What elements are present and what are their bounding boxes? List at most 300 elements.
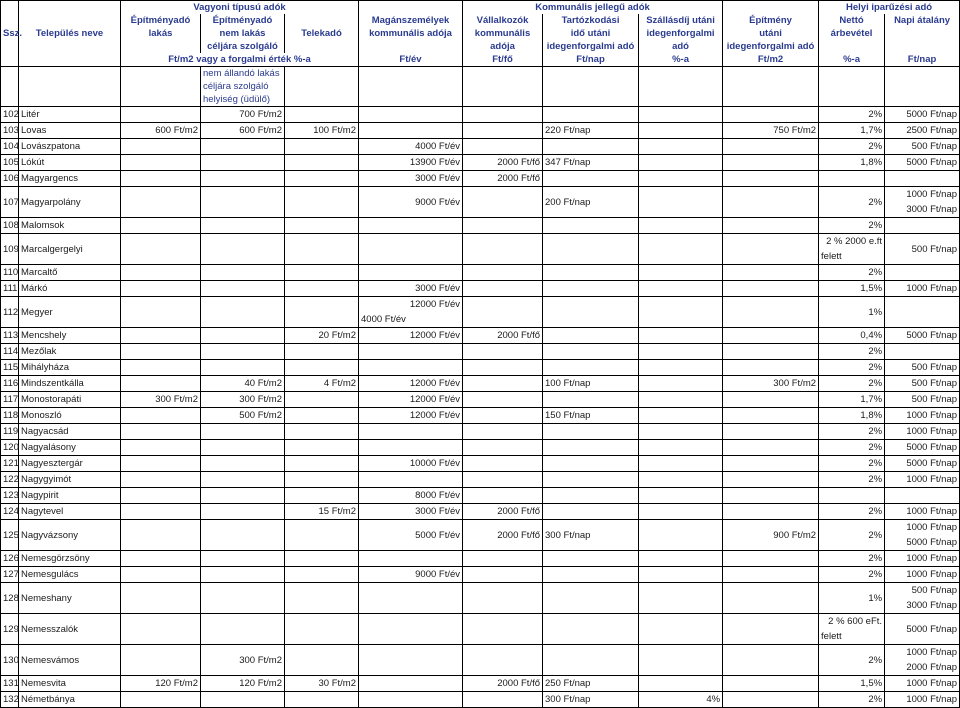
cell-napi[interactable] [885,234,960,265]
row-number[interactable]: 127 [1,567,19,583]
cell-epit-nemlakas[interactable]: 500 Ft/m2 [201,408,285,424]
cell-napi[interactable] [885,107,960,123]
cell-telek[interactable] [285,344,359,360]
cell-telek[interactable]: 4 Ft/m2 [285,376,359,392]
cell-epit-lakas[interactable] [121,504,201,520]
settlement-name[interactable]: Mindszentkálla [19,376,121,392]
settlement-name[interactable]: Nagyalásony [19,440,121,456]
cell-napi[interactable] [885,281,960,297]
row-number[interactable]: 118 [1,408,19,424]
cell-netto[interactable]: 1,8% [819,408,885,424]
row-number[interactable]: 131 [1,676,19,692]
cell-tart[interactable] [543,234,639,265]
row-number[interactable]: 108 [1,218,19,234]
cell-napi[interactable] [885,676,960,692]
cell-magan[interactable] [359,297,463,328]
cell-magan[interactable]: 12000 Ft/év [359,392,463,408]
row-number[interactable]: 125 [1,520,19,551]
row-number[interactable]: 115 [1,360,19,376]
row-number[interactable]: 104 [1,139,19,155]
cell-telek[interactable] [285,424,359,440]
cell-epit-nemlakas[interactable] [201,692,285,708]
cell-epit-nemlakas[interactable] [201,440,285,456]
cell-epit-nemlakas[interactable] [201,504,285,520]
cell-magan[interactable]: 3000 Ft/év [359,281,463,297]
cell-netto[interactable]: 2% [819,567,885,583]
cell-netto[interactable]: 2% [819,376,885,392]
cell-epit-lakas[interactable] [121,472,201,488]
cell-szall[interactable] [639,567,723,583]
cell-vall[interactable] [463,107,543,123]
cell-netto[interactable]: 2% [819,645,885,676]
cell-tart[interactable] [543,504,639,520]
cell-telek[interactable] [285,440,359,456]
cell-napi[interactable] [885,645,960,676]
settlement-name[interactable]: Nagyvázsony [19,520,121,551]
settlement-name[interactable]: Nagygyimót [19,472,121,488]
cell-napi[interactable] [885,614,960,645]
cell-epitmeny[interactable]: 750 Ft/m2 [723,123,819,139]
row-number[interactable]: 110 [1,265,19,281]
row-number[interactable]: 122 [1,472,19,488]
cell-magan[interactable]: 10000 Ft/év [359,456,463,472]
cell-magan[interactable]: 9000 Ft/év [359,187,463,218]
row-number[interactable]: 112 [1,297,19,328]
cell-epit-lakas[interactable] [121,328,201,344]
cell-szall[interactable] [639,504,723,520]
cell-telek[interactable] [285,488,359,504]
cell-szall[interactable] [639,551,723,567]
settlement-name[interactable]: Lovas [19,123,121,139]
cell-epit-lakas[interactable] [121,456,201,472]
cell-szall[interactable] [639,408,723,424]
row-number[interactable]: 132 [1,692,19,708]
cell-netto[interactable]: 2% [819,107,885,123]
cell-telek[interactable] [285,297,359,328]
cell-epit-nemlakas[interactable] [201,171,285,187]
cell-szall[interactable] [639,234,723,265]
cell-netto[interactable]: 1% [819,297,885,328]
cell-magan[interactable]: 12000 Ft/év [359,376,463,392]
cell-epitmeny[interactable] [723,614,819,645]
cell-epit-nemlakas[interactable] [201,567,285,583]
cell-vall[interactable] [463,408,543,424]
cell-epitmeny[interactable] [723,107,819,123]
cell-magan[interactable]: 13900 Ft/év [359,155,463,171]
cell-epitmeny[interactable] [723,583,819,614]
cell-epitmeny[interactable] [723,187,819,218]
cell-netto[interactable]: 2% [819,344,885,360]
cell-epitmeny[interactable] [723,567,819,583]
cell-vall[interactable] [463,344,543,360]
cell-netto[interactable]: 2% [819,472,885,488]
cell-epit-nemlakas[interactable] [201,488,285,504]
cell-magan[interactable] [359,440,463,456]
cell-vall[interactable]: 2000 Ft/fő [463,676,543,692]
cell-netto[interactable]: 2% [819,360,885,376]
cell-szall[interactable] [639,360,723,376]
cell-epit-nemlakas[interactable] [201,456,285,472]
cell-vall[interactable]: 2000 Ft/fő [463,504,543,520]
cell-epit-lakas[interactable] [121,360,201,376]
settlement-name[interactable]: Magyargencs [19,171,121,187]
cell-telek[interactable] [285,520,359,551]
cell-telek[interactable]: 20 Ft/m2 [285,328,359,344]
cell-tart[interactable] [543,392,639,408]
cell-napi[interactable] [885,328,960,344]
cell-telek[interactable] [285,281,359,297]
cell-tart[interactable] [543,551,639,567]
cell-epit-nemlakas[interactable]: 40 Ft/m2 [201,376,285,392]
cell-vall[interactable] [463,265,543,281]
settlement-name[interactable]: Mihályháza [19,360,121,376]
cell-epit-nemlakas[interactable] [201,265,285,281]
cell-netto[interactable]: 0,4% [819,328,885,344]
cell-magan[interactable] [359,123,463,139]
cell-epitmeny[interactable] [723,645,819,676]
cell-epit-lakas[interactable] [121,583,201,614]
cell-epitmeny[interactable] [723,139,819,155]
cell-napi[interactable] [885,692,960,708]
cell-epitmeny[interactable] [723,344,819,360]
cell-tart[interactable] [543,107,639,123]
cell-napi[interactable] [885,376,960,392]
cell-tart[interactable] [543,328,639,344]
cell-tart[interactable] [543,265,639,281]
cell-szall[interactable] [639,171,723,187]
cell-szall[interactable] [639,139,723,155]
settlement-name[interactable]: Nemesszalók [19,614,121,645]
cell-szall[interactable] [639,472,723,488]
cell-epitmeny[interactable] [723,392,819,408]
cell-telek[interactable] [285,171,359,187]
cell-tart[interactable] [543,583,639,614]
cell-tart[interactable]: 300 Ft/nap [543,520,639,551]
row-number[interactable]: 129 [1,614,19,645]
cell-netto[interactable] [819,614,885,645]
cell-magan[interactable] [359,107,463,123]
cell-telek[interactable] [285,360,359,376]
settlement-name[interactable]: Monoszló [19,408,121,424]
row-number[interactable]: 123 [1,488,19,504]
cell-epitmeny[interactable] [723,360,819,376]
cell-magan[interactable] [359,424,463,440]
cell-szall[interactable] [639,344,723,360]
cell-epit-nemlakas[interactable] [201,218,285,234]
cell-vall[interactable] [463,488,543,504]
cell-napi[interactable] [885,171,960,187]
row-number[interactable]: 111 [1,281,19,297]
cell-epit-lakas[interactable]: 300 Ft/m2 [121,392,201,408]
cell-magan[interactable]: 12000 Ft/év [359,328,463,344]
cell-epit-lakas[interactable] [121,551,201,567]
cell-epit-nemlakas[interactable] [201,281,285,297]
cell-vall[interactable] [463,392,543,408]
cell-szall[interactable] [639,614,723,645]
cell-netto[interactable]: 2% [819,218,885,234]
cell-epitmeny[interactable] [723,408,819,424]
cell-tart[interactable] [543,614,639,645]
cell-vall[interactable] [463,567,543,583]
cell-vall[interactable] [463,551,543,567]
cell-tart[interactable] [543,456,639,472]
cell-epit-lakas[interactable] [121,139,201,155]
cell-tart[interactable] [543,139,639,155]
cell-epit-lakas[interactable] [121,171,201,187]
cell-napi[interactable] [885,187,960,218]
cell-tart[interactable]: 150 Ft/nap [543,408,639,424]
cell-szall[interactable] [639,424,723,440]
settlement-name[interactable]: Marcalgergelyi [19,234,121,265]
cell-epit-nemlakas[interactable] [201,155,285,171]
cell-vall[interactable] [463,187,543,218]
cell-napi[interactable] [885,551,960,567]
row-number[interactable]: 114 [1,344,19,360]
cell-szall[interactable]: 4% [639,692,723,708]
cell-epitmeny[interactable] [723,551,819,567]
cell-tart[interactable]: 100 Ft/nap [543,376,639,392]
cell-netto[interactable]: 1,5% [819,281,885,297]
cell-telek[interactable] [285,265,359,281]
row-number[interactable]: 109 [1,234,19,265]
cell-telek[interactable] [285,392,359,408]
cell-epit-nemlakas[interactable] [201,520,285,551]
cell-epit-nemlakas[interactable] [201,328,285,344]
cell-epit-lakas[interactable] [121,155,201,171]
cell-vall[interactable] [463,218,543,234]
cell-napi[interactable] [885,456,960,472]
cell-tart[interactable] [543,297,639,328]
cell-tart[interactable] [543,171,639,187]
cell-netto[interactable]: 1% [819,583,885,614]
cell-magan[interactable]: 9000 Ft/év [359,567,463,583]
row-number[interactable]: 119 [1,424,19,440]
cell-magan[interactable] [359,551,463,567]
row-number[interactable]: 126 [1,551,19,567]
cell-magan[interactable] [359,676,463,692]
cell-szall[interactable] [639,187,723,218]
cell-epit-nemlakas[interactable]: 700 Ft/m2 [201,107,285,123]
cell-epit-nemlakas[interactable]: 600 Ft/m2 [201,123,285,139]
row-number[interactable]: 121 [1,456,19,472]
cell-netto[interactable]: 2% [819,440,885,456]
cell-netto[interactable] [819,488,885,504]
cell-napi[interactable] [885,297,960,328]
cell-netto[interactable]: 2% [819,139,885,155]
cell-szall[interactable] [639,488,723,504]
cell-vall[interactable]: 2000 Ft/fő [463,520,543,551]
cell-szall[interactable] [639,123,723,139]
cell-telek[interactable] [285,218,359,234]
cell-epitmeny[interactable] [723,424,819,440]
cell-epitmeny[interactable]: 900 Ft/m2 [723,520,819,551]
cell-epit-lakas[interactable] [121,520,201,551]
cell-epitmeny[interactable] [723,504,819,520]
cell-epitmeny[interactable] [723,234,819,265]
cell-napi[interactable] [885,520,960,551]
row-number[interactable]: 105 [1,155,19,171]
cell-epit-nemlakas[interactable] [201,472,285,488]
cell-magan[interactable] [359,614,463,645]
cell-epit-lakas[interactable] [121,218,201,234]
cell-epit-lakas[interactable] [121,440,201,456]
cell-epit-nemlakas[interactable] [201,551,285,567]
cell-szall[interactable] [639,520,723,551]
cell-vall[interactable] [463,645,543,676]
cell-vall[interactable]: 2000 Ft/fő [463,171,543,187]
cell-vall[interactable] [463,297,543,328]
cell-telek[interactable] [285,107,359,123]
cell-napi[interactable] [885,123,960,139]
cell-epitmeny[interactable] [723,297,819,328]
cell-vall[interactable] [463,424,543,440]
cell-epit-nemlakas[interactable] [201,297,285,328]
cell-szall[interactable] [639,392,723,408]
cell-epitmeny[interactable] [723,281,819,297]
cell-epit-nemlakas[interactable] [201,424,285,440]
cell-telek[interactable]: 15 Ft/m2 [285,504,359,520]
cell-szall[interactable] [639,440,723,456]
cell-vall[interactable] [463,360,543,376]
cell-napi[interactable] [885,440,960,456]
cell-tart[interactable]: 300 Ft/nap [543,692,639,708]
settlement-name[interactable]: Németbánya [19,692,121,708]
cell-epit-nemlakas[interactable] [201,614,285,645]
cell-netto[interactable]: 2% [819,456,885,472]
cell-epit-nemlakas[interactable] [201,187,285,218]
cell-szall[interactable] [639,218,723,234]
cell-epit-nemlakas[interactable] [201,139,285,155]
cell-epitmeny[interactable] [723,472,819,488]
row-number[interactable]: 116 [1,376,19,392]
cell-vall[interactable] [463,123,543,139]
cell-magan[interactable] [359,360,463,376]
cell-telek[interactable] [285,551,359,567]
cell-epit-lakas[interactable] [121,281,201,297]
row-number[interactable]: 103 [1,123,19,139]
cell-tart[interactable] [543,424,639,440]
cell-epit-lakas[interactable]: 600 Ft/m2 [121,123,201,139]
cell-epit-lakas[interactable] [121,107,201,123]
row-number[interactable]: 102 [1,107,19,123]
row-number[interactable]: 117 [1,392,19,408]
cell-epit-nemlakas[interactable]: 120 Ft/m2 [201,676,285,692]
cell-napi[interactable] [885,583,960,614]
cell-napi[interactable] [885,139,960,155]
cell-epitmeny[interactable] [723,265,819,281]
cell-magan[interactable] [359,265,463,281]
cell-napi[interactable] [885,504,960,520]
cell-vall[interactable] [463,376,543,392]
cell-magan[interactable] [359,472,463,488]
cell-tart[interactable] [543,488,639,504]
cell-napi[interactable] [885,408,960,424]
cell-vall[interactable] [463,614,543,645]
cell-netto[interactable]: 2% [819,187,885,218]
cell-epitmeny[interactable] [723,676,819,692]
settlement-name[interactable]: Nagytevel [19,504,121,520]
cell-netto[interactable]: 2% [819,520,885,551]
settlement-name[interactable]: Mencshely [19,328,121,344]
settlement-name[interactable]: Nagyacsád [19,424,121,440]
cell-tart[interactable]: 250 Ft/nap [543,676,639,692]
cell-napi[interactable] [885,265,960,281]
cell-epitmeny[interactable] [723,218,819,234]
cell-magan[interactable]: 8000 Ft/év [359,488,463,504]
cell-napi[interactable] [885,488,960,504]
cell-netto[interactable]: 2% [819,265,885,281]
cell-tart[interactable] [543,218,639,234]
cell-szall[interactable] [639,456,723,472]
cell-szall[interactable] [639,676,723,692]
cell-netto[interactable] [819,171,885,187]
cell-telek[interactable] [285,234,359,265]
settlement-name[interactable]: Nemesgulács [19,567,121,583]
cell-epitmeny[interactable] [723,328,819,344]
cell-vall[interactable]: 2000 Ft/fő [463,155,543,171]
cell-telek[interactable] [285,187,359,218]
cell-napi[interactable] [885,567,960,583]
row-number[interactable]: 106 [1,171,19,187]
cell-napi[interactable] [885,424,960,440]
settlement-name[interactable]: Nagyesztergár [19,456,121,472]
cell-szall[interactable] [639,107,723,123]
cell-epitmeny[interactable] [723,692,819,708]
cell-telek[interactable] [285,614,359,645]
cell-epitmeny[interactable] [723,171,819,187]
cell-epitmeny[interactable] [723,155,819,171]
cell-netto[interactable]: 2% [819,424,885,440]
cell-napi[interactable] [885,392,960,408]
cell-magan[interactable] [359,218,463,234]
cell-telek[interactable] [285,583,359,614]
cell-tart[interactable] [543,567,639,583]
cell-szall[interactable] [639,281,723,297]
cell-tart[interactable] [543,440,639,456]
cell-epit-lakas[interactable] [121,424,201,440]
cell-telek[interactable] [285,472,359,488]
settlement-name[interactable]: Megyer [19,297,121,328]
cell-magan[interactable] [359,645,463,676]
cell-epitmeny[interactable] [723,440,819,456]
cell-telek[interactable] [285,456,359,472]
row-number[interactable]: 130 [1,645,19,676]
cell-netto[interactable]: 1,8% [819,155,885,171]
cell-tart[interactable] [543,281,639,297]
settlement-name[interactable]: Nemeshany [19,583,121,614]
cell-magan[interactable] [359,234,463,265]
cell-netto[interactable]: 1,5% [819,676,885,692]
cell-telek[interactable] [285,139,359,155]
settlement-name[interactable]: Nemesvámos [19,645,121,676]
cell-netto[interactable]: 1,7% [819,392,885,408]
cell-napi[interactable] [885,360,960,376]
settlement-name[interactable]: Nagypirit [19,488,121,504]
cell-vall[interactable] [463,456,543,472]
cell-netto[interactable] [819,234,885,265]
cell-epit-lakas[interactable] [121,614,201,645]
settlement-name[interactable]: Nemesgörzsöny [19,551,121,567]
settlement-name[interactable]: Litér [19,107,121,123]
cell-netto[interactable]: 2% [819,504,885,520]
cell-szall[interactable] [639,583,723,614]
settlement-name[interactable]: Mezőlak [19,344,121,360]
cell-magan[interactable] [359,692,463,708]
cell-epit-lakas[interactable] [121,408,201,424]
cell-epit-nemlakas[interactable]: 300 Ft/m2 [201,645,285,676]
cell-netto[interactable]: 2% [819,551,885,567]
cell-epit-nemlakas[interactable]: 300 Ft/m2 [201,392,285,408]
